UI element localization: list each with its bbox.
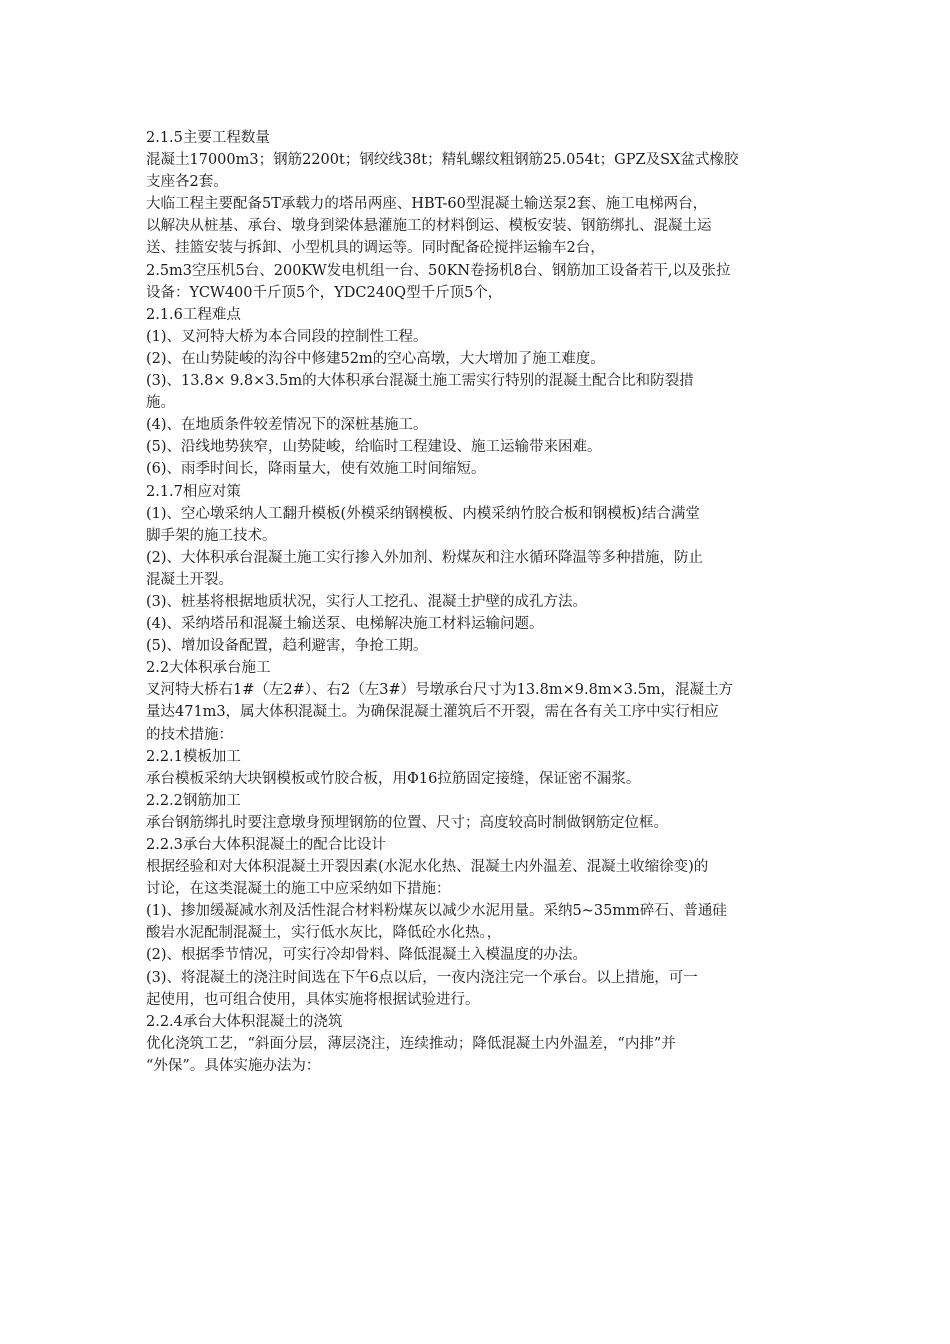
text-line: (3)、桩基将根据地质状况，实行人工挖孔、混凝土护壁的成孔方法。 xyxy=(146,593,588,610)
text-line: 混凝土17000m3；钢筋2200t；钢绞线38t；精轧螺纹粗钢筋25.054t；GPZ及SX盆式橡胶 xyxy=(146,152,739,169)
text-line: (4)、采纳塔吊和混凝土输送泵、电梯解决施工材料运输问题。 xyxy=(146,616,544,633)
text-line: (2)、根据季节情况，可实行冷却骨料、降低混凝土入模温度的办法。 xyxy=(146,947,588,964)
text-line: 2.2大体积承台施工 xyxy=(146,660,271,677)
text-line: 承台钢筋绑扎时要注意墩身预埋钢筋的位置、尺寸；高度较高时制做钢筋定位框。 xyxy=(146,814,668,831)
text-line: 2.2.1模板加工 xyxy=(146,748,241,765)
text-line: (4)、在地质条件较差情况下的深桩基施工。 xyxy=(146,417,428,434)
text-line: (6)、雨季时间长，降雨量大，使有效施工时间缩短。 xyxy=(146,461,486,478)
text-line: 量达471m3，属大体积混凝土。为确保混凝土灌筑后不开裂，需在各有关工序中实行相应 xyxy=(146,704,719,721)
text-line: 送、挂篮安装与拆卸、小型机具的调运等。同时配备砼搅拌运输车2台， xyxy=(146,240,605,257)
text-line: 支座各2套。 xyxy=(146,174,228,191)
text-line: 混凝土开裂。 xyxy=(146,571,233,588)
text-line: 讨论，在这类混凝土的施工中应采纳如下措施： xyxy=(146,881,451,898)
text-line: (2)、大体积承台混凝土施工实行掺入外加剂、粉煤灰和注水循环降温等多种措施，防止 xyxy=(146,549,704,566)
text-line: 2.2.4承台大体积混凝土的浇筑 xyxy=(146,1013,343,1030)
text-line: 2.1.6工程难点 xyxy=(146,306,241,323)
text-line: 的技术措施： xyxy=(146,726,233,743)
text-line: 以解决从桩基、承台、墩身到梁体悬灌施工的材料倒运、模板安装、钢筋绑扎、混凝土运 xyxy=(146,218,712,235)
text-line: (1)、掺加缓凝减水剂及活性混合材料粉煤灰以减少水泥用量。采纳5~35mm碎石、普通硅 xyxy=(146,903,727,920)
text-line: 施。 xyxy=(146,395,175,412)
text-line: 2.5m3空压机5台、200KW发电机组一台、50KN卷扬机8台、钢筋加工设备若干,以及张拉 xyxy=(146,262,731,279)
text-line: 2.2.2钢筋加工 xyxy=(146,792,241,809)
text-line: (3)、将混凝土的浇注时间选在下午6点以后，一夜内浇注完一个承台。以上措施，可一 xyxy=(146,969,698,986)
text-line: 优化浇筑工艺，“斜面分层，薄层浇注，连续推动；降低混凝土内外温差，“内排”并 xyxy=(146,1035,676,1052)
text-line: “外保”。具体实施办法为： xyxy=(146,1057,321,1074)
text-line: 大临工程主要配备5T承载力的塔吊两座、HBT-60型混凝土输送泵2套、施工电梯两台， xyxy=(146,196,708,213)
text-line: 2.2.3承台大体积混凝土的配合比设计 xyxy=(146,837,386,853)
text-line: (1)、空心墩采纳人工翻升模板(外模采纳钢模板、内模采纳竹胶合板和钢模板)结合满堂 xyxy=(146,505,700,522)
document-body xyxy=(146,127,806,1077)
text-line: (3)、13.8× 9.8×3.5m的大体积承台混凝土施工需实行特别的混凝土配合比和防裂措 xyxy=(146,373,694,390)
text-line: 脚手架的施工技术。 xyxy=(146,527,277,544)
text-line: (5)、沿线地势狭窄，山势陡峻，给临时工程建设、施工运输带来困难。 xyxy=(146,439,602,456)
text-line: 起使用，也可组合使用，具体实施将根据试验进行。 xyxy=(146,991,480,1008)
text-line: 酸岩水泥配制混凝土，实行低水灰比，降低砼水化热。， xyxy=(146,925,502,942)
text-line: (5)、增加设备配置，趋利避害，争抢工期。 xyxy=(146,638,428,655)
text-line: 叉河特大桥右1#（左2#）、右2（左3#）号墩承台尺寸为13.8m×9.8m×3.5m，混凝土方 xyxy=(146,682,734,699)
text-line: 2.1.7相应对策 xyxy=(146,483,241,500)
text-line: 承台模板采纳大块钢模板或竹胶合板，用Φ16拉筋固定接缝，保证密不漏浆。 xyxy=(146,770,641,787)
text-line: 2.1.5主要工程数量 xyxy=(146,130,270,146)
text-line: 设备：YCW400千斤顶5个，YDC240Q型千斤顶5个， xyxy=(146,284,503,301)
text-line: (2)、在山势陡峻的沟谷中修建52m的空心高墩，大大增加了施工难度。 xyxy=(146,350,605,367)
text-line: (1)、叉河特大桥为本合同段的控制性工程。 xyxy=(146,328,428,345)
text-line: 根据经验和对大体积混凝土开裂因素(水泥水化热、混凝土内外温差、混凝土收缩徐变)的 xyxy=(146,859,709,876)
